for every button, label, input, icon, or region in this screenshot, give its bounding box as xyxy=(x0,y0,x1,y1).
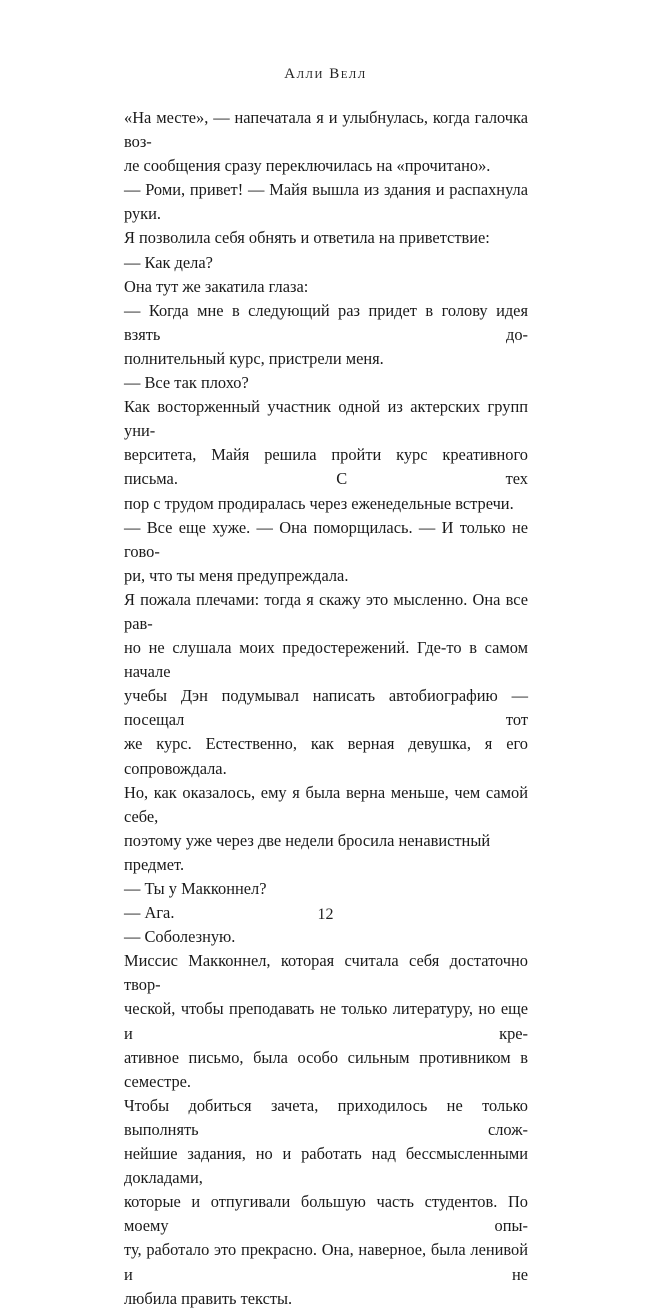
text-line: ативное письмо, была особо сильным противником в семестре. xyxy=(124,1047,528,1091)
text-line: верситета, Майя решила пройти курс креативного письма. С тех xyxy=(124,445,528,489)
text-line: — Все еще хуже. — Она поморщилась. — И только не гово- xyxy=(124,517,528,561)
text-line: «На месте», — напечатала я и улыбнулась, когда галочка воз- xyxy=(124,108,528,152)
text-line: но не слушала моих предостережений. Где-то в самом начале xyxy=(124,638,528,682)
text-line: поэтому уже через две недели бросила ненавистный предмет. xyxy=(124,830,491,874)
text-line: которые и отпугивали большую часть студентов. По моему опы- xyxy=(124,1192,528,1236)
text-line: Она тут же закатила глаза: xyxy=(124,276,309,296)
text-line: — Ты у Макконнел? xyxy=(124,879,267,898)
text-line: полнительный курс, пристрели меня. xyxy=(124,348,384,368)
text-line: же курс. Естественно, как верная девушка, я его сопровождала. xyxy=(124,734,528,778)
text-line: — Ага. xyxy=(124,903,175,923)
text-line: ле сообщения сразу переключилась на «прочитано». xyxy=(124,156,491,176)
text-line: — Как дела? xyxy=(124,252,213,272)
text-line: любила править тексты. xyxy=(124,1288,293,1308)
text-line: — Когда мне в следующий раз придет в голову идея взять до- xyxy=(124,300,528,344)
text-line: Миссис Макконнел, которая считала себя достаточно твор- xyxy=(124,951,528,995)
text-line: пор с трудом продиралась через еженедельные встречи. xyxy=(124,493,514,513)
text-line: Чтобы добиться зачета, приходилось не только выполнять слож- xyxy=(124,1095,528,1139)
text-line: Я пожала плечами: тогда я скажу это мысленно. Она все рав- xyxy=(124,589,528,633)
text-line: учебы Дэн подумывал написать автобиографию — посещал тот xyxy=(124,686,528,730)
text-line: ту, работало это прекрасно. Она, наверное, была ленивой и не xyxy=(124,1240,528,1284)
body-text xyxy=(124,106,528,1311)
text-line: руки. xyxy=(124,204,162,224)
text-line: ри, что ты меня предупреждала. xyxy=(124,565,349,585)
text-line: — Роми, привет! — Майя вышла из здания и распахнула xyxy=(124,180,528,200)
text-line: Я позволила себя обнять и ответила на приветствие: xyxy=(124,228,490,248)
page-number: 12 xyxy=(317,906,334,923)
text-line: нейшие задания, но и работать над бессмысленными докладами, xyxy=(124,1144,528,1188)
running-header-author: Алли Велл xyxy=(284,66,367,82)
text-line: — Соболезную. xyxy=(124,927,236,947)
text-line: — Все так плохо? xyxy=(124,373,249,393)
text-line: Как восторженный участник одной из актерских групп уни- xyxy=(124,397,528,441)
text-line: ческой, чтобы преподавать не только литературу, но еще и кре- xyxy=(124,999,528,1043)
text-line: Но, как оказалось, ему я была верна меньше, чем самой себе, xyxy=(124,782,528,826)
